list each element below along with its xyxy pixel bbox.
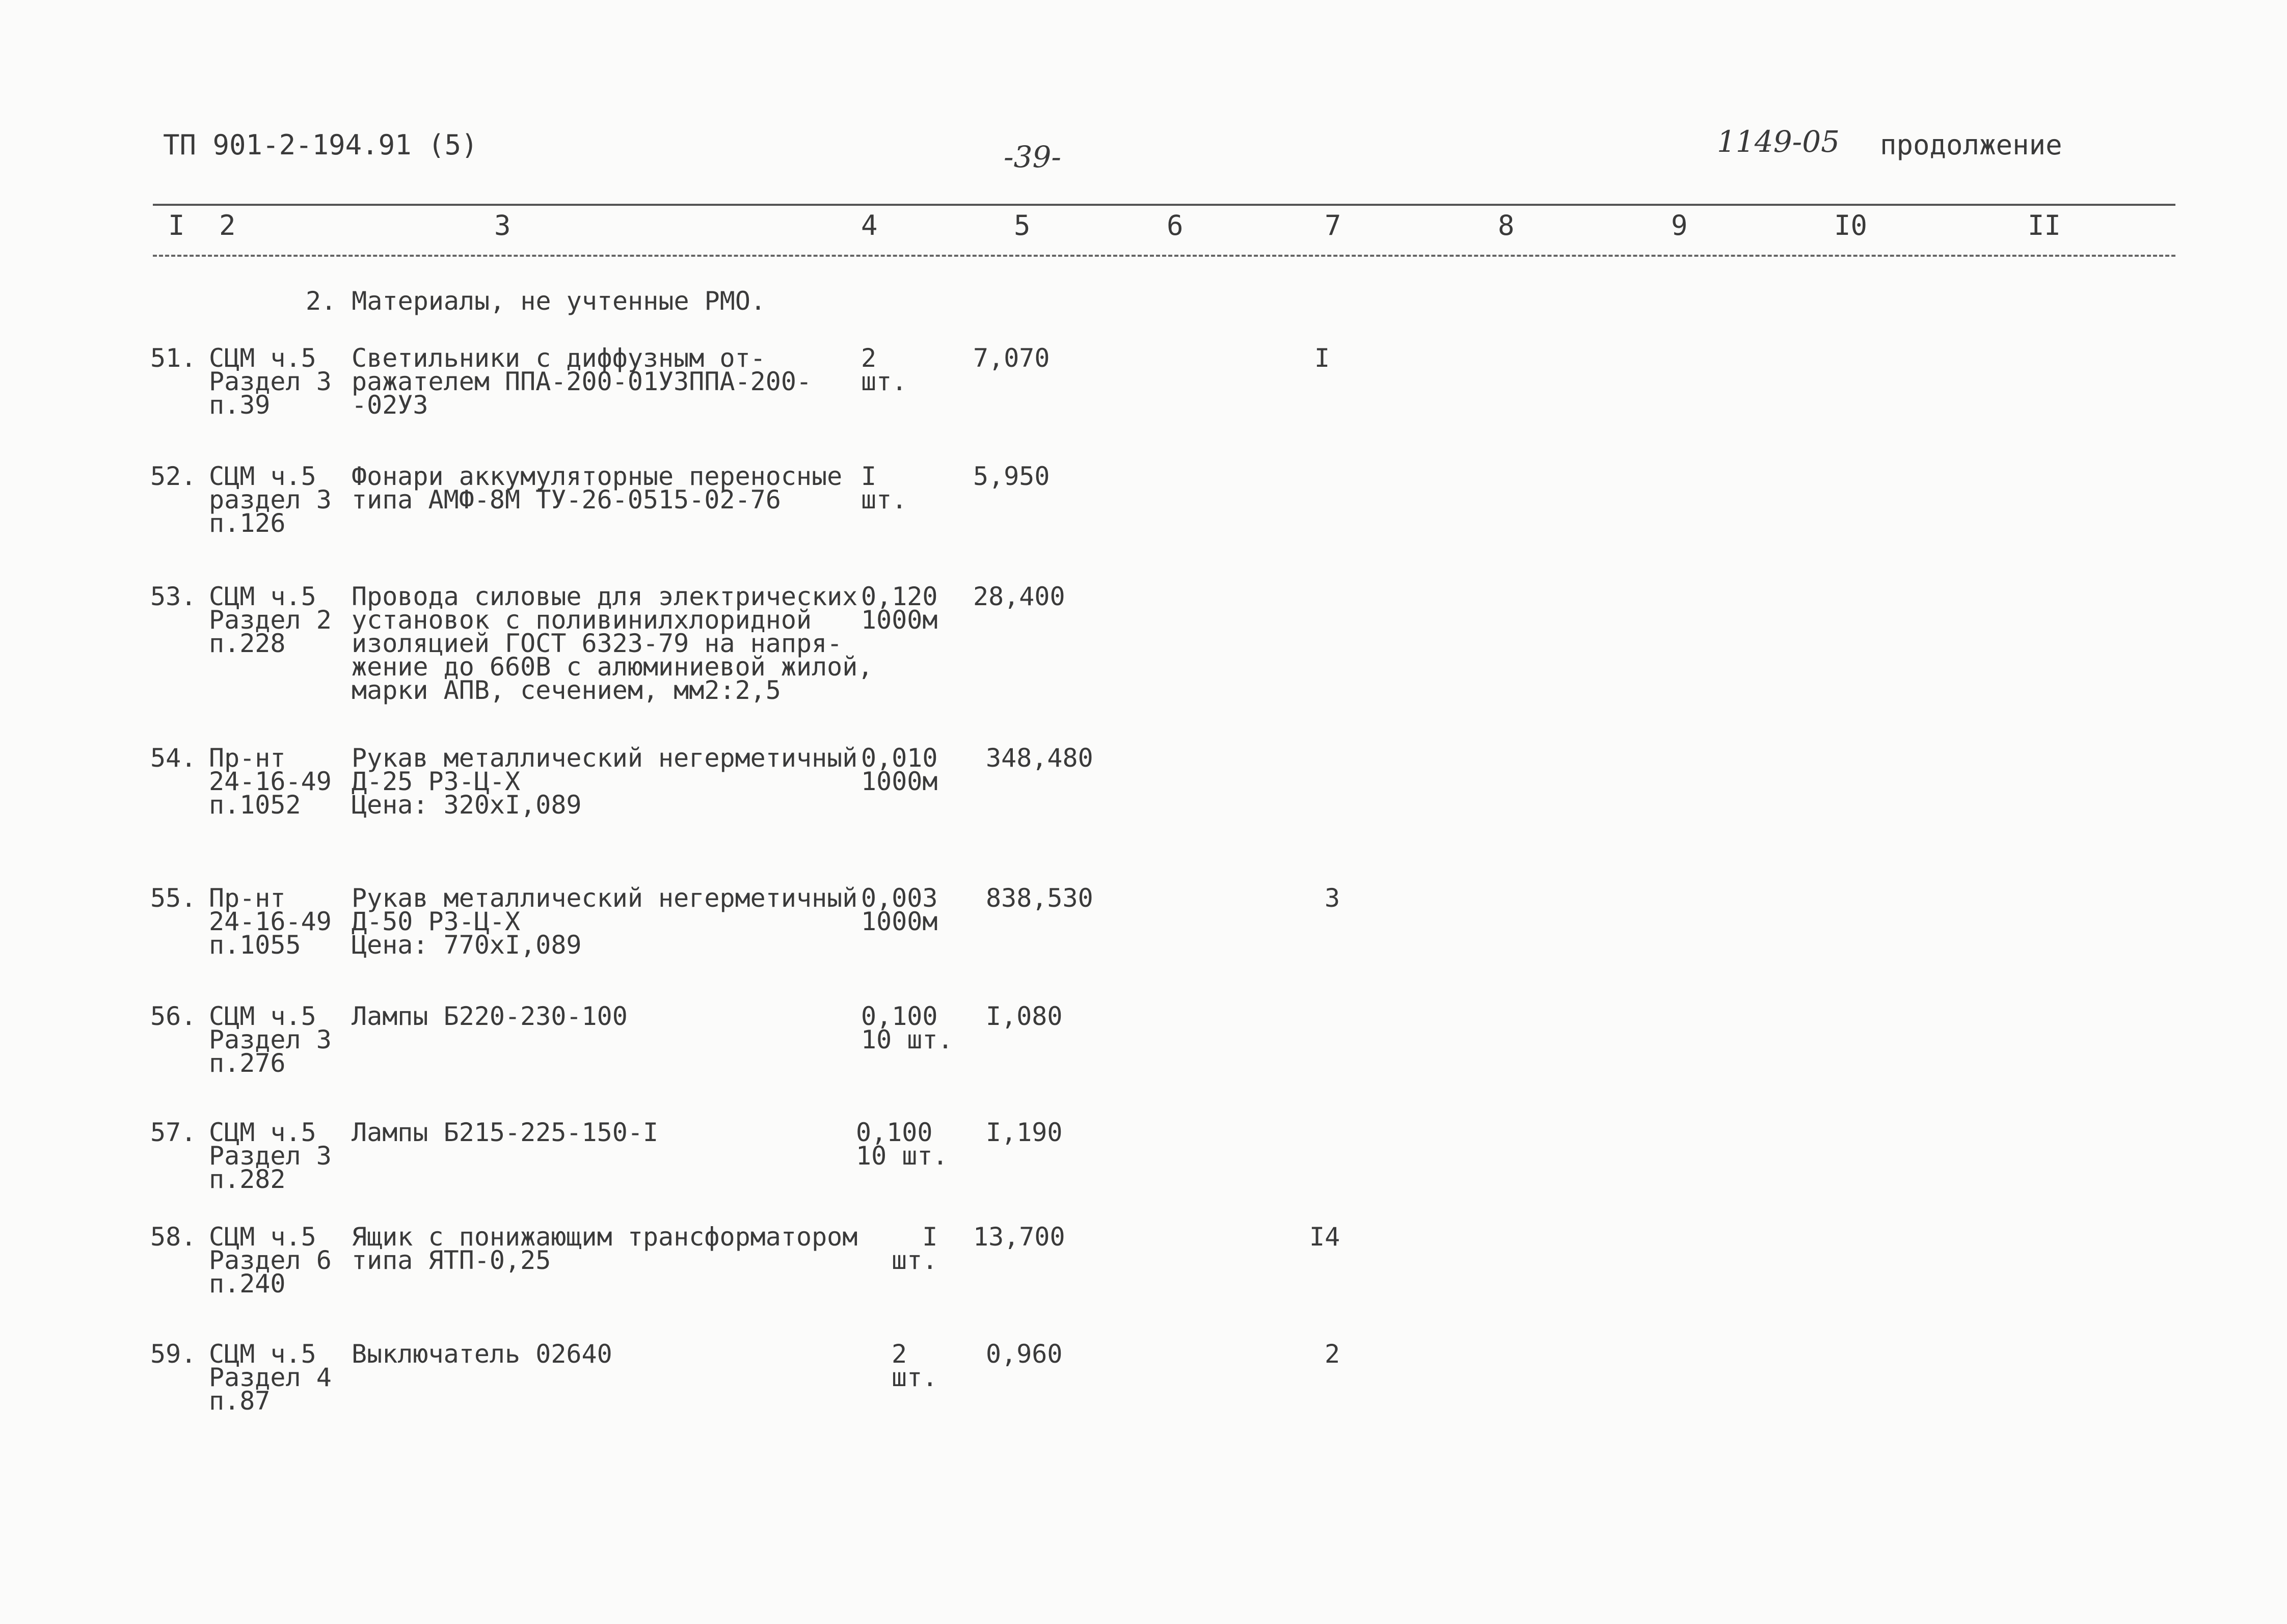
- row-price: I,190: [986, 1118, 1063, 1147]
- row-name: Лампы Б215-225-150-I: [352, 1118, 659, 1147]
- table-top-rule: [153, 204, 2175, 206]
- row-price: I,080: [986, 1002, 1063, 1031]
- row-price: 5,950: [973, 462, 1050, 491]
- row-price: 13,700: [973, 1222, 1065, 1252]
- row-number: 54.: [150, 743, 197, 773]
- row-price: 7,070: [973, 343, 1050, 373]
- row-reference: СЦМ ч.5 Раздел 4 п.87: [209, 1339, 332, 1416]
- row-number: 58.: [150, 1222, 197, 1252]
- column-header: II: [2028, 209, 2061, 241]
- row-number: 57.: [150, 1118, 197, 1147]
- table-row: [0, 1002, 2287, 1117]
- column-header: 3: [494, 209, 511, 241]
- row-name: Выключатель 02640: [352, 1339, 612, 1369]
- row-number: 59.: [150, 1339, 197, 1369]
- page-number: -39-: [1004, 140, 1061, 174]
- row-reference: СЦМ ч.5 Раздел 3 п.39: [209, 343, 332, 420]
- row-name: Рукав металлический негерметичный Д-25 РЗ-Ц-Х Цена: 320хI,089: [352, 743, 858, 820]
- row-name: Светильники с диффузным от- ражателем ППА-200-01УЗППА-200- -02УЗ: [352, 343, 812, 420]
- column-header: I0: [1834, 209, 1868, 241]
- row-number: 55.: [150, 883, 197, 913]
- table-row: [0, 1339, 2287, 1454]
- row-unit: 0,100 10 шт.: [861, 1002, 953, 1054]
- row-number: 52.: [150, 462, 197, 491]
- table-row: [0, 743, 2287, 858]
- row-number: 51.: [150, 343, 197, 373]
- table-row: [0, 343, 2287, 458]
- row-name: Фонари аккумуляторные переносные типа АМФ-8М ТУ-26-0515-02-76: [352, 462, 843, 515]
- row-number: 53.: [150, 582, 197, 611]
- row-reference: Пр-нт 24-16-49 п.1052: [209, 743, 332, 820]
- row-price: 348,480: [986, 743, 1093, 773]
- row-unit: 2 шт.: [892, 1339, 938, 1392]
- row-unit: 2 шт.: [861, 343, 907, 396]
- table-row: [0, 883, 2287, 998]
- row-reference: СЦМ ч.5 Раздел 6 п.240: [209, 1222, 332, 1298]
- column-header: 9: [1671, 209, 1688, 241]
- row-name: Рукав металлический негерметичный Д-50 РЗ-Ц-Х Цена: 770хI,089: [352, 883, 858, 960]
- row-unit: I шт.: [892, 1222, 938, 1275]
- row-number: 56.: [150, 1002, 197, 1031]
- row-name: Провода силовые для электрических установок с поливинилхлоридной изоляцией ГОСТ 6323-79 на напря- жение до 660В с алюминиевой жилой, марки АПВ, сечением, мм2:2,5: [352, 582, 873, 705]
- sheet-code: 1149-05: [1717, 124, 1840, 159]
- column-header: 4: [861, 209, 878, 241]
- row-col7: 3: [1325, 883, 1340, 913]
- row-price: 0,960: [986, 1339, 1063, 1369]
- row-reference: СЦМ ч.5 Раздел 3 п.282: [209, 1118, 332, 1194]
- row-name: Ящик с понижающим трансформатором типа ЯТП-0,25: [352, 1222, 858, 1275]
- table-header-rule: [153, 255, 2175, 257]
- column-header: 7: [1325, 209, 1341, 241]
- row-reference: СЦМ ч.5 Раздел 2 п.228: [209, 582, 332, 658]
- continuation-label: продолжение: [1880, 129, 2062, 161]
- column-header: 6: [1167, 209, 1183, 241]
- row-name: Лампы Б220-230-100: [352, 1002, 628, 1031]
- row-unit: 0,003 1000м: [861, 883, 938, 936]
- column-header: 2: [219, 209, 236, 241]
- row-unit: 0,100 10 шт.: [856, 1118, 948, 1171]
- table-row: [0, 1222, 2287, 1337]
- section-title: 2. Материалы, не учтенные РМО.: [306, 286, 766, 316]
- doc-code: ТП 901-2-194.91 (5): [163, 129, 478, 161]
- row-reference: СЦМ ч.5 раздел 3 п.126: [209, 462, 332, 538]
- row-col7: 2: [1325, 1339, 1340, 1369]
- column-header: I: [168, 209, 185, 241]
- column-header: 5: [1014, 209, 1031, 241]
- row-price: 28,400: [973, 582, 1065, 611]
- row-price: 838,530: [986, 883, 1093, 913]
- row-unit: I шт.: [861, 462, 907, 515]
- row-unit: 0,120 1000м: [861, 582, 938, 635]
- row-reference: СЦМ ч.5 Раздел 3 п.276: [209, 1002, 332, 1078]
- row-col7: I4: [1309, 1222, 1340, 1252]
- column-header: 8: [1498, 209, 1515, 241]
- row-reference: Пр-нт 24-16-49 п.1055: [209, 883, 332, 960]
- table-row: [0, 1118, 2287, 1233]
- table-row: [0, 462, 2287, 577]
- table-row: [0, 582, 2287, 705]
- row-col7: I: [1314, 343, 1330, 373]
- row-unit: 0,010 1000м: [861, 743, 938, 796]
